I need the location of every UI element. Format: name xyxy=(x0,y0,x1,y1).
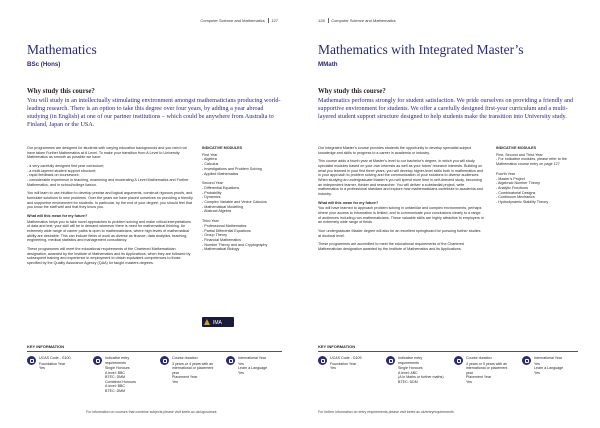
indicative-modules xyxy=(496,146,578,205)
info-value: Single Honours A level: ABC (A in Maths or further maths) BTEC: DDM xyxy=(398,366,444,384)
info-text xyxy=(172,356,218,384)
running-head-separator xyxy=(328,18,329,23)
module-item: - Calculus xyxy=(202,162,219,167)
module-item: - Group Theory xyxy=(202,233,227,238)
module-item: - Number Theory and and Cryptography xyxy=(202,242,268,247)
info-international xyxy=(522,356,578,386)
info-entry xyxy=(386,356,446,386)
module-year: Fourth Year xyxy=(496,171,516,176)
module-item: - Investigations and Problem Solving xyxy=(202,166,262,171)
duration-icon xyxy=(454,356,463,365)
running-head-text: Computer Science and Mathematics xyxy=(331,18,396,23)
logo-text: IMA xyxy=(213,320,222,326)
course-award: MMath xyxy=(318,61,338,68)
body-paragraph: These programmes will meet the educational requirements of the Chartered Mathematician designation, awarded by the Institute of Mathematics and its Applications, when they are followed by subsequent training and experience in employment to obtain equivalent competences to those specified by the Quality Assurance Agency (QAA) for taught masters degrees. xyxy=(27,246,191,265)
module-group xyxy=(202,181,282,214)
international-icon xyxy=(226,356,235,365)
future-heading: What will this mean for my future? xyxy=(27,213,88,218)
module-group xyxy=(496,153,578,167)
future-heading: What will this mean for my future? xyxy=(318,200,379,205)
module-year: Third Year xyxy=(202,219,219,224)
info-label: Course duration xyxy=(466,356,492,360)
module-item: - Analytic Functions xyxy=(496,185,528,190)
page-number: 127 xyxy=(271,18,278,23)
module-item: - Applied Mathematics xyxy=(202,171,239,176)
course-title: Mathematics xyxy=(27,42,97,57)
page-number: 128 xyxy=(318,18,325,23)
running-head-separator xyxy=(268,18,269,23)
module-item: - Continuum Mechanics xyxy=(496,195,535,200)
info-value: 4 years or 5 years with an international or placement year Placement Year Yes xyxy=(466,361,508,384)
running-head-text: Computer Science and Mathematics xyxy=(200,18,265,23)
module-year: Second Year xyxy=(202,181,223,186)
module-group xyxy=(202,153,282,177)
intro-paragraph: You will study in an intellectually stimulating environment amongst mathematicians producing world-leading research. There is an option to take this degree over four years, by adding a year abroad studying (in English) at one of our partner institutions – which could be anywhere from Australia to Finland, Japan or the USA. xyxy=(27,97,281,128)
info-value: 3 years or 4 years with an international or placement year Placement Year Yes xyxy=(172,361,214,384)
body-paragraph: You will have learned to approach problem solving in unfamiliar and complex environments, perhaps where your access to information is limited, and to communicate your conclusions clearly to a range of audiences including non-mathematicians. These valuable skills are highly attractive to employers in an extremely wide range of fields. xyxy=(318,206,484,225)
info-text xyxy=(330,356,376,371)
course-award: BSc (Hons) xyxy=(27,61,61,68)
ucas-icon xyxy=(27,356,36,365)
body-text xyxy=(318,146,484,255)
module-item: - Hydrodynamic Stability Theory xyxy=(496,200,549,205)
info-text xyxy=(238,356,282,375)
footer-note: For further information on entry requirements please visit keele.ac.uk/entryrequirements xyxy=(318,410,454,414)
course-title: Mathematics with Integrated Master’s xyxy=(318,42,524,57)
why-study-heading: Why study this course? xyxy=(27,88,95,95)
info-text xyxy=(466,356,512,384)
module-item: - Mathematical Modelling xyxy=(202,204,243,209)
module-year: First, Second and Third Year xyxy=(496,152,543,157)
info-text xyxy=(398,356,444,384)
body-paragraph: You will learn to use intuition to develop precise and logical arguments, construct rigorous proofs, and formulate solutions to new problems. Over the years we have placed ourselves on providing a friendly and supportive environment for students. In particular, by the end of your degree, you should feel that you know the staff well and that they know you. xyxy=(27,191,193,210)
body-paragraph: Our programmes are designed for students with varying education backgrounds and you need not have taken Further Mathematics at A Level. To make your transition from A Level to University Mathematics as smooth as possible we have: xyxy=(27,146,187,160)
key-information-divider xyxy=(27,351,282,352)
module-item: - Complex Variable and Vector Calculus xyxy=(202,200,267,205)
running-head xyxy=(200,18,278,23)
body-paragraph: Mathematics helps you to take novel approaches to problem solving and make critical interpretations of data and text; your skill will be in demand wherever there is need for mathematical thinking. An extremely wide range of career paths is open to mathematicians, where high levels of mathematical ability are desirable. This can include fields of work as diverse as finance, data analytics, teaching, engineering, medical statistics and management consultancy. xyxy=(27,219,191,243)
duration-icon xyxy=(160,356,169,365)
module-item: - Mathematical Biology xyxy=(202,247,240,252)
info-label: Indicative entry requirements xyxy=(398,356,423,365)
info-text xyxy=(105,356,151,393)
module-item: - For indicative modules, please refer to the Mathematics course entry on page 127 xyxy=(496,157,567,167)
info-duration xyxy=(160,356,220,386)
info-value: Single Honours A level: BBC BTEC: DMM Combined Honours A level: BBC BTEC: DMM xyxy=(105,366,136,393)
info-ucas xyxy=(27,356,85,386)
entry-requirements-icon xyxy=(386,356,395,365)
info-label: Course duration xyxy=(172,356,198,360)
module-item: - Differential Equations xyxy=(202,185,240,190)
international-icon xyxy=(522,356,531,365)
footer-note: For information on courses that combine subjects please visit keele.ac.uk/ugcourses xyxy=(86,410,217,414)
key-information-divider xyxy=(318,351,578,352)
indicative-modules xyxy=(202,146,282,252)
body-paragraph: This course adds a fourth year at Master’s level to our bachelor’s degree, in which you will study specialist modules based on your own interests as well as your tutors’ research interests. Building on what you learned in your first three years, you will develop higher-level skills both in mathematics and in your approach to problem solving and the communication of your solutions to diverse audiences. When studying an undergraduate Master’s you will spend more time in self-directed study, becoming an independent learner, thinker and researcher. You will deliver a substantial project, write mathematics to a professional standard and explore how mathematicians contribute to academia and industry. xyxy=(318,159,483,197)
module-item: - Probability xyxy=(202,190,222,195)
running-head xyxy=(318,18,396,23)
entry-requirements-icon xyxy=(93,356,102,365)
key-information-heading: KEY INFORMATION xyxy=(318,344,356,349)
info-text xyxy=(39,356,85,371)
body-paragraph: Your undergraduate Master degree will also be an excellent springboard for pursuing further studies at doctoral level. xyxy=(318,228,481,238)
module-item: - Financial Mathematics xyxy=(202,237,241,242)
body-bullet: - rapid feedback on coursework; xyxy=(27,173,80,178)
info-label: International Year xyxy=(534,356,562,360)
modules-heading: INDICATIVE MODULES xyxy=(202,146,243,150)
intro-paragraph: Mathematics performs strongly for student satisfaction. We pride ourselves on providing a friendly and supportive environment for students. We offer a carefully designed first-year curriculum and a multi-layered student support structure designed to help students make the transition into University study. xyxy=(318,97,574,120)
info-value: Foundation Year Yes xyxy=(39,361,66,370)
body-paragraph: Our Integrated Master’s course provides students the opportunity to develop specialist subject knowledge and skills to progress to a career in academia or industry. xyxy=(318,146,472,155)
ima-logo xyxy=(202,317,234,327)
info-label: UCAS Code - G109 xyxy=(330,356,362,360)
module-item: - Master’s Project xyxy=(496,176,525,181)
modules-heading: INDICATIVE MODULES xyxy=(496,146,537,150)
body-paragraph: These programmes are accredited to meet the educational requirements of the Chartered Mathematician designation awarded by the Institute of Mathematics and its Applications. xyxy=(318,242,464,251)
module-item: - Professional Mathematics xyxy=(202,223,247,228)
module-item: - Combinatorial Designs xyxy=(496,190,536,195)
body-bullet: - a multi-layered student support structure; xyxy=(27,168,97,173)
body-text xyxy=(27,146,195,269)
info-ucas xyxy=(318,356,376,386)
info-text xyxy=(534,356,578,375)
info-duration xyxy=(454,356,514,386)
body-bullet: - considerable experience in teaching, examining and moderating A Level Mathematics and Further Mathematics, and in school/college liaison. xyxy=(27,178,189,187)
right-page xyxy=(300,0,600,428)
module-group xyxy=(496,172,578,205)
key-information-heading: KEY INFORMATION xyxy=(27,344,65,349)
info-entry xyxy=(93,356,153,393)
why-study-heading: Why study this course? xyxy=(318,88,386,95)
info-value: Yes Learn a Language Yes xyxy=(534,361,564,375)
module-year: First Year xyxy=(202,152,218,157)
body-bullet: - a very carefully designed first year curriculum; xyxy=(27,163,105,168)
info-label: International Year xyxy=(238,356,266,360)
module-item: - Algebraic Number Theory xyxy=(496,181,540,186)
module-item: - Abstract Algebra xyxy=(202,209,232,214)
module-item: - Partial Differential Equations xyxy=(202,228,251,233)
module-item: - Dynamics xyxy=(202,195,221,200)
info-label: Indicative entry requirements xyxy=(105,356,130,365)
info-label: UCAS Code - G100 xyxy=(39,356,71,360)
info-value: Yes Learn a Language Yes xyxy=(238,361,268,375)
module-group xyxy=(202,219,282,252)
module-item: - Algebra xyxy=(202,157,217,162)
info-international xyxy=(226,356,282,386)
info-value: Foundation Year Yes xyxy=(330,361,357,370)
ucas-icon xyxy=(318,356,327,365)
